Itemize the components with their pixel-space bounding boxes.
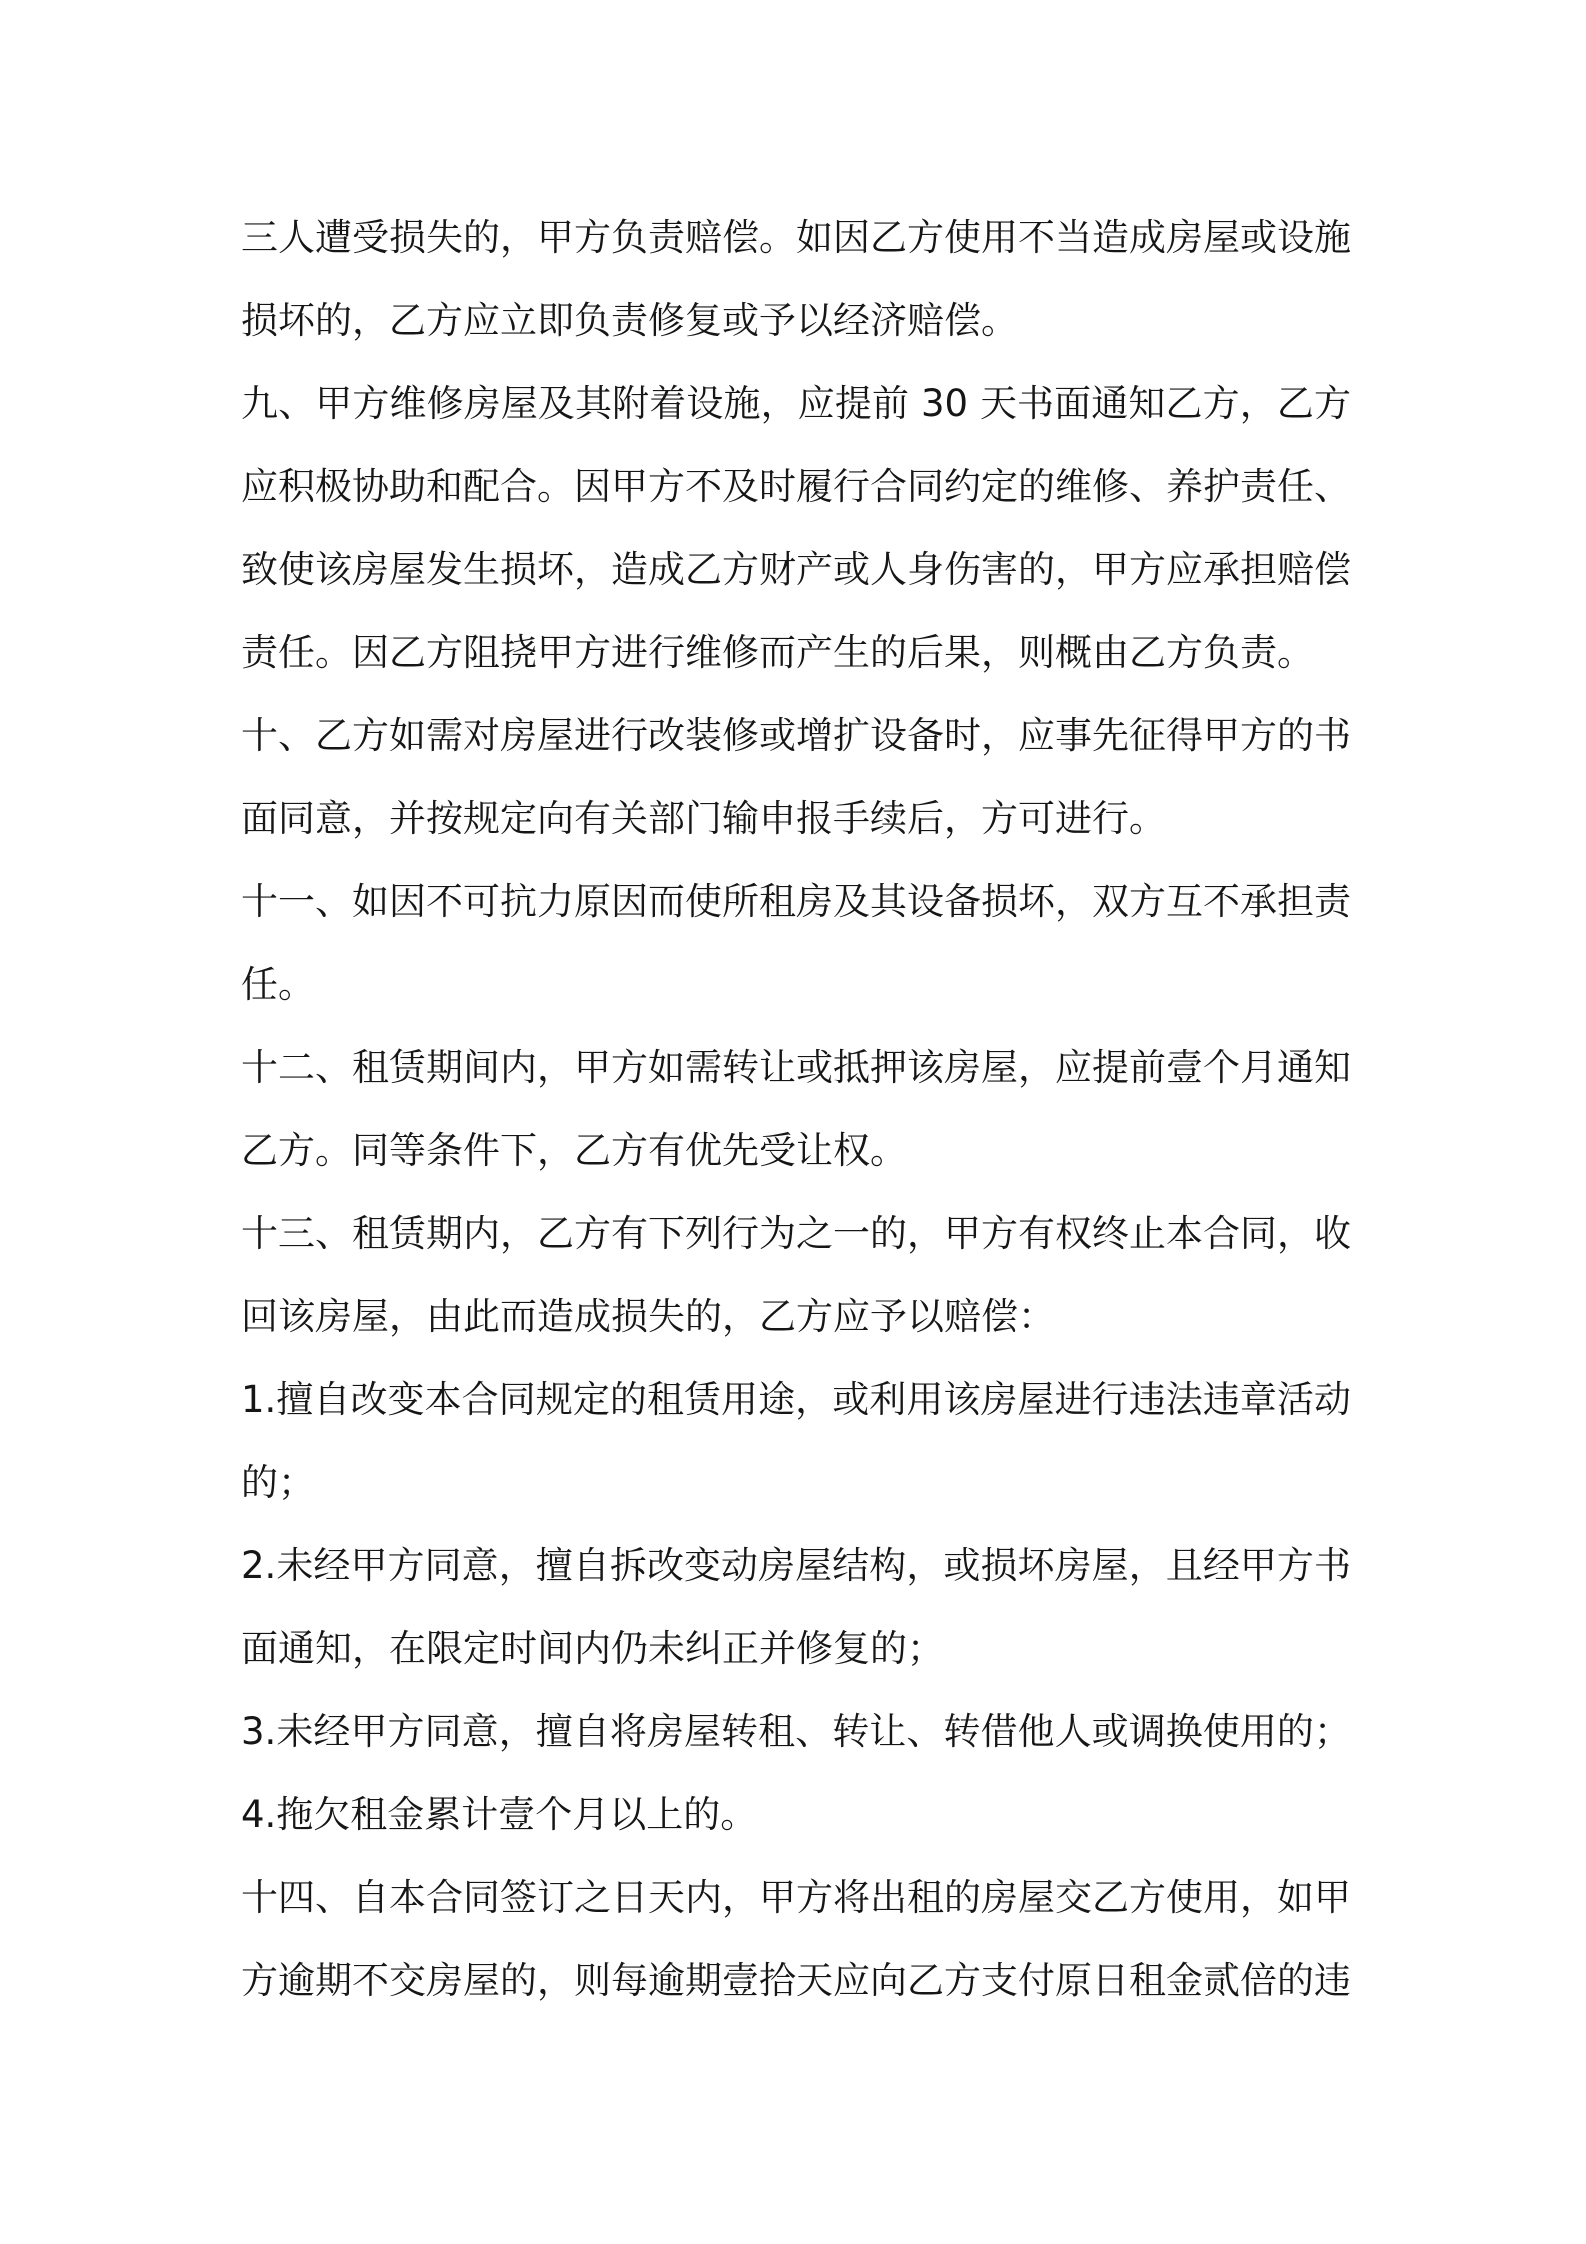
text-line: 面同意，并按规定向有关部门输申报手续后，方可进行。 — [241, 797, 1166, 840]
text-line: 应积极协助和配合。因甲方不及时履行合同约定的维修、养护责任、 — [241, 465, 1351, 508]
text-line: 面通知，在限定时间内仍未纠正并修复的； — [241, 1627, 944, 1670]
text-line: 十、乙方如需对房屋进行改装修或增扩设备时，应事先征得甲方的书 — [241, 714, 1351, 757]
text-line: 的； — [241, 1461, 315, 1504]
text-line: 损坏的，乙方应立即负责修复或予以经济赔偿。 — [241, 299, 1018, 342]
text-line: 乙方。同等条件下，乙方有优先受让权。 — [241, 1129, 907, 1172]
text-line: 三人遭受损失的，甲方负责赔偿。如因乙方使用不当造成房屋或设施 — [241, 216, 1351, 259]
contract-body-text — [241, 196, 1351, 2022]
text-line: 2.未经甲方同意，擅自拆改变动房屋结构，或损坏房屋，且经甲方书 — [241, 1544, 1351, 1587]
text-line: 十四、自本合同签订之日天内，甲方将出租的房屋交乙方使用，如甲 — [241, 1876, 1351, 1919]
text-line: 九、甲方维修房屋及其附着设施，应提前 30 天书面通知乙方，乙方 — [241, 382, 1351, 425]
text-line: 方逾期不交房屋的，则每逾期壹拾天应向乙方支付原日租金贰倍的违 — [241, 1959, 1351, 2002]
text-line: 4.拖欠租金累计壹个月以上的。 — [241, 1793, 758, 1836]
text-line: 任。 — [241, 963, 315, 1006]
text-line: 责任。因乙方阻挠甲方进行维修而产生的后果，则概由乙方负责。 — [241, 631, 1314, 674]
text-line: 1.擅自改变本合同规定的租赁用途，或利用该房屋进行违法违章活动 — [241, 1378, 1351, 1421]
text-line: 十二、租赁期间内，甲方如需转让或抵押该房屋，应提前壹个月通知 — [241, 1046, 1351, 1089]
text-line: 回该房屋，由此而造成损失的，乙方应予以赔偿： — [241, 1295, 1055, 1338]
text-line: 十一、如因不可抗力原因而使所租房及其设备损坏，双方互不承担责 — [241, 880, 1351, 923]
text-line: 致使该房屋发生损坏，造成乙方财产或人身伤害的，甲方应承担赔偿 — [241, 548, 1351, 591]
text-line: 十三、租赁期内，乙方有下列行为之一的，甲方有权终止本合同，收 — [241, 1212, 1351, 1255]
text-line: 3.未经甲方同意，擅自将房屋转租、转让、转借他人或调换使用的； — [241, 1710, 1351, 1753]
